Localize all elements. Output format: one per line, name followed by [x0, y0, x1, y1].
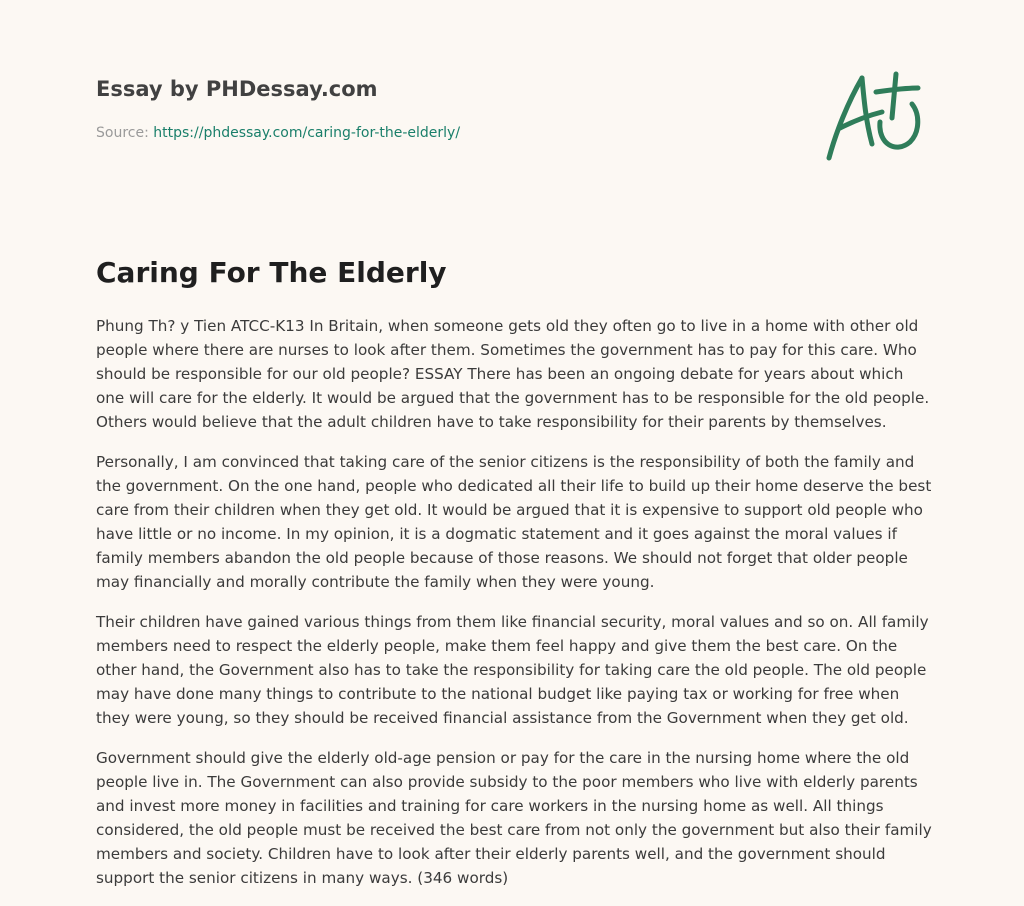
site-header	[96, 74, 816, 143]
essay-paragraph: Phung Th? y Tien ATCC-K13 In Britain, when someone gets old they often go to live in a home with other old people where there are nurses to look after them. Sometimes the government has to pay for this care. Who should be responsible for our old people? ESSAY There has been an ongoing debate for years about which one will care for the elderly. It would be argued that the government has to be responsible for the old people. Others would believe that the adult children have to take responsibility for their parents by themselves.	[96, 317, 930, 431]
essay-paragraph: Their children have gained various things from them like financial security, moral values and so on. All family members need to respect the elderly people, make them feel happy and give them the best care. On the other hand, the Government also has to take the responsibility for taking care the old people. The old people may have done many things to contribute to the national budget like paying tax or working for free when they were young, so they should be received financial assistance from the Government when they get old.	[96, 613, 929, 727]
essay-paragraph: Personally, I am convinced that taking care of the senior citizens is the responsibility of both the family and the government. On the one hand, people who dedicated all their life to build up their home deserve the best care from their children when they get old. It would be argued that it is expensive to support old people who have little or no income. In my opinion, it is a dogmatic statement and it goes against the moral values if family members abandon the old people because of those reasons. We should not forget that older people may financially and morally contribute the family when they were young.	[96, 453, 932, 591]
a-plus-logo-svg	[822, 66, 932, 166]
source-link[interactable]: https://phdessay.com/caring-for-the-elderly/	[153, 125, 461, 141]
source-line	[96, 123, 816, 143]
essay-body	[96, 314, 934, 906]
site-brand: Essay by PHDessay.com	[96, 77, 378, 101]
a-plus-grade-icon	[822, 66, 932, 166]
source-label: Source:	[96, 125, 149, 141]
essay-paragraph: Government should give the elderly old-age pension or pay for the care in the nursing home where the old people live in. The Government can also provide subsidy to the poor members who live with elderly parents and invest more money in facilities and training for care workers in the nursing home as well. All things considered, the old people must be received the best care from not only the government but also their family members and society. Children have to look after their elderly parents well, and the government should support the senior citizens in many ways. (346 words)	[96, 749, 932, 887]
essay-title: Caring For The Elderly	[96, 256, 447, 289]
